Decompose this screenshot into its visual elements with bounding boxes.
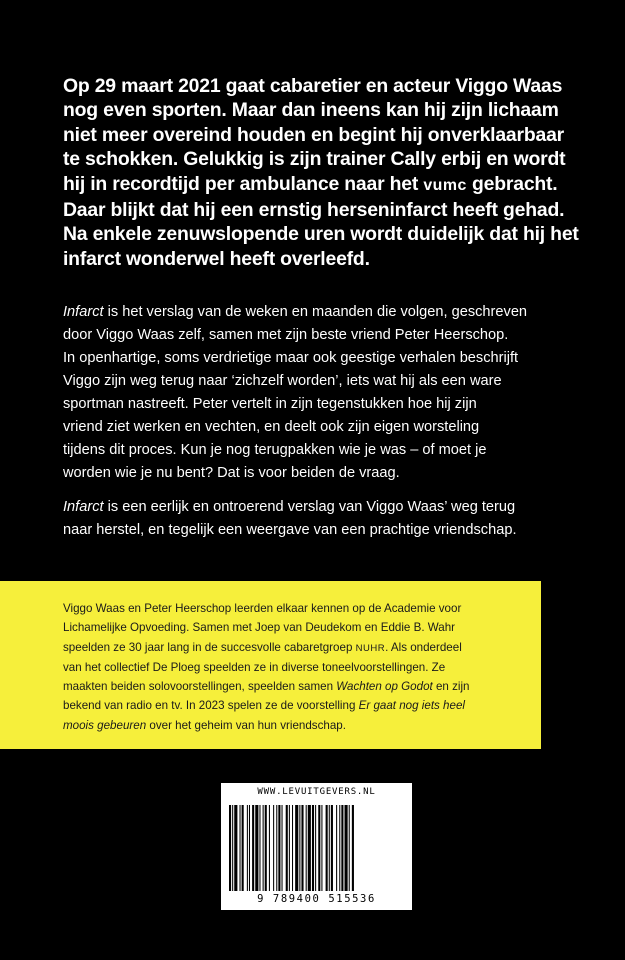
barcode-bars bbox=[228, 805, 405, 891]
bio-line bbox=[63, 677, 533, 696]
barcode-bar bbox=[331, 805, 333, 891]
body-line-text: is het verslag van de weken en maanden die volgen, geschreven bbox=[103, 304, 528, 320]
bio-line bbox=[63, 716, 533, 735]
barcode-bar bbox=[247, 805, 248, 891]
barcode-bar bbox=[263, 805, 264, 891]
nuhr-label: NUHR bbox=[355, 642, 386, 654]
barcode-bar bbox=[312, 805, 314, 891]
barcode-bar bbox=[321, 805, 322, 891]
barcode-bar bbox=[345, 805, 348, 891]
description-paragraph bbox=[63, 301, 573, 485]
barcode-bar bbox=[299, 805, 300, 891]
barcode-bar bbox=[232, 805, 233, 891]
body-line bbox=[63, 301, 573, 324]
author-bio bbox=[63, 599, 533, 735]
bio-text: en zijn bbox=[432, 680, 470, 694]
barcode-bar bbox=[339, 805, 340, 891]
body-line bbox=[63, 496, 573, 519]
barcode-bar bbox=[318, 805, 320, 891]
body-line-text: is een eerlijk en ontroerend verslag van Viggo Waas’ weg terug bbox=[103, 499, 516, 515]
body-line: sportman nastreeft. Peter vertelt in zijn tegenstukken hoe hij zijn bbox=[63, 396, 477, 412]
bio-line: Lichamelijke Opvoeding. Samen met Joep van Deudekom en Eddie B. Wahr bbox=[63, 621, 456, 635]
body-line: Viggo zijn weg terug naar ‘zichzelf worden’, iets wat hij als een ware bbox=[63, 373, 502, 389]
barcode-bar bbox=[276, 805, 277, 891]
intro-line: Na enkele zenuwslopende uren wordt duidelijk dat hij het bbox=[63, 223, 579, 246]
intro-line-text: gebracht. bbox=[472, 172, 558, 195]
publisher-url: WWW.LEVUITGEVERS.NL bbox=[257, 787, 376, 797]
body-line: tijdens dit proces. Kun je nog terugpakken wie je was – of moet je bbox=[63, 442, 487, 458]
barcode-bar bbox=[308, 805, 311, 891]
barcode-bar bbox=[282, 805, 283, 891]
barcode-bar bbox=[349, 805, 350, 891]
barcode-panel bbox=[221, 783, 412, 910]
play-title: Wachten op Godot bbox=[336, 680, 433, 694]
play-title: moois gebeuren bbox=[63, 718, 147, 732]
barcode-bar bbox=[295, 805, 298, 891]
barcode-bar bbox=[265, 805, 267, 891]
bio-line bbox=[63, 696, 533, 715]
body-line: vriend ziet werken en vechten, en deelt ook zijn eigen worsteling bbox=[63, 419, 480, 435]
barcode-bar bbox=[315, 805, 316, 891]
barcode-bar bbox=[240, 805, 241, 891]
body-line: In openhartige, soms verdrietige maar ook geestige verhalen beschrijft bbox=[63, 350, 519, 366]
barcode-bar bbox=[242, 805, 244, 891]
barcode-bar bbox=[326, 805, 328, 891]
barcode-bar bbox=[278, 805, 280, 891]
barcode-bar bbox=[229, 805, 231, 891]
barcode-bar bbox=[255, 805, 258, 891]
body-line: worden wie je nu bent? Dat is voor beiden de vraag. bbox=[63, 465, 400, 481]
barcode-bar bbox=[336, 805, 337, 891]
book-title: Infarct bbox=[63, 304, 104, 320]
bio-text: . Als onderdeel bbox=[385, 640, 462, 654]
intro-line: infarct wonderwel heeft overleefd. bbox=[63, 247, 370, 270]
barcode-bar bbox=[352, 805, 354, 891]
bio-line bbox=[63, 638, 533, 658]
bio-text: over het geheim van hun vriendschap. bbox=[146, 718, 346, 732]
summary-paragraph bbox=[63, 496, 573, 542]
vumc-label: vumc bbox=[423, 176, 467, 194]
body-line: naar herstel, en tegelijk een weergave van een prachtige vriendschap. bbox=[63, 522, 517, 538]
book-title: Infarct bbox=[63, 499, 104, 515]
body-line: door Viggo Waas zelf, samen met zijn beste vriend Peter Heerschop. bbox=[63, 327, 509, 343]
author-bio-band bbox=[0, 581, 541, 749]
isbn-number: 9 789400 515536 bbox=[257, 893, 376, 905]
barcode-bar bbox=[234, 805, 237, 891]
barcode-bar bbox=[252, 805, 254, 891]
barcode-bar bbox=[301, 805, 303, 891]
bio-text: maakten beiden solovoorstellingen, speelden samen bbox=[63, 680, 337, 694]
intro-line bbox=[63, 172, 583, 198]
barcode-bar bbox=[292, 805, 293, 891]
barcode-bar bbox=[289, 805, 290, 891]
intro-paragraph bbox=[63, 74, 583, 271]
bio-text: bekend van radio en tv. In 2023 spelen ze de voorstelling bbox=[63, 699, 359, 713]
intro-line: niet meer overeind houden en begint hij onverklaarbaar bbox=[63, 123, 565, 146]
barcode-bar bbox=[306, 805, 307, 891]
bio-text: speelden ze 30 jaar lang in de succesvolle cabaretgroep bbox=[63, 640, 356, 654]
intro-line: Op 29 maart 2021 gaat cabaretier en acteur Viggo Waas bbox=[63, 75, 563, 97]
bio-line: van het collectief De Ploeg speelden ze in diverse toneelvoorstellingen. Ze bbox=[63, 660, 446, 674]
intro-line: nog even sporten. Maar dan ineens kan hij zijn lichaam bbox=[63, 99, 559, 122]
play-title: Er gaat nog iets heel bbox=[358, 699, 465, 713]
barcode-bar bbox=[341, 805, 343, 891]
barcode-bar bbox=[249, 805, 250, 891]
intro-line-text: hij in recordtijd per ambulance naar het bbox=[63, 172, 424, 195]
barcode-bar bbox=[269, 805, 270, 891]
barcode-bar bbox=[259, 805, 260, 891]
intro-line: Daar blijkt dat hij een ernstig herseninfarct heeft gehad. bbox=[63, 199, 565, 222]
intro-line: te schokken. Gelukkig is zijn trainer Cally erbij en wordt bbox=[63, 148, 566, 171]
bio-line: Viggo Waas en Peter Heerschop leerden elkaar kennen op de Academie voor bbox=[63, 602, 462, 615]
barcode-bar bbox=[329, 805, 330, 891]
barcode-bar bbox=[273, 805, 274, 891]
barcode-bar bbox=[286, 805, 288, 891]
